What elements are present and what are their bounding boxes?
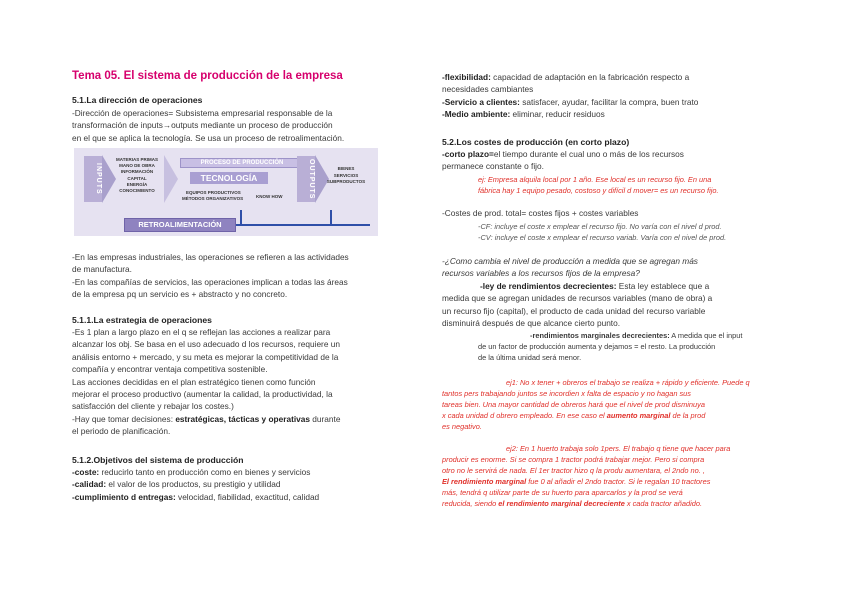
text-line: tareas bien. Una mayor cantidad de obreros hará que el nivel de prod disminuya bbox=[442, 400, 705, 409]
text-line: ej: Empresa alquila local por 1 año. Ese local es un recurso fijo. En una bbox=[478, 175, 712, 184]
text-line: análisis entorno + mercado, y su meta es mejorar la competitividad de la bbox=[72, 351, 339, 362]
text-line: -En las compañías de servicios, las operaciones implican a todas las áreas bbox=[72, 276, 348, 287]
feedback-line bbox=[240, 210, 242, 224]
text-line: -Dirección de operaciones= Subsistema empresarial responsable de la bbox=[72, 108, 333, 118]
objective-environment: -Medio ambiente: eliminar, reducir residuos bbox=[442, 109, 605, 120]
feedback-line bbox=[234, 224, 370, 226]
input-items bbox=[112, 157, 162, 194]
text-line: fábrica hay 1 equipo pesado, costoso y difícil d mover= es un recurso fijo. bbox=[478, 186, 719, 195]
section-5-1-after bbox=[72, 251, 412, 301]
input-item: CAPITAL bbox=[127, 175, 147, 181]
text-line: -corto plazo=el tiempo durante el cual uno o más de los recursos bbox=[442, 149, 684, 159]
text-line: de manufactura. bbox=[72, 264, 132, 275]
law-diminishing-returns bbox=[442, 280, 782, 330]
feedback-line bbox=[330, 210, 332, 224]
section-heading-5-1-2: 5.1.2.Objetivos del sistema de producción bbox=[72, 455, 244, 465]
text-line: -CF: incluye el coste x emplear el recurso fijo. No varía con el nivel d prod. bbox=[478, 222, 722, 231]
objective-cost: -coste: reducirlo tanto en producción como en bienes y servicios bbox=[72, 467, 311, 477]
output-item: SERVICIOS bbox=[333, 172, 359, 178]
text-line: mejorar el proceso productivo (aumentar la calidad, la productividad, la bbox=[72, 389, 333, 400]
inputs-label: INPUTS bbox=[84, 156, 102, 202]
section-heading-5-1: 5.1.La dirección de operaciones bbox=[72, 95, 203, 105]
text-line: el periodo de planificación. bbox=[72, 426, 171, 437]
production-system-diagram bbox=[74, 148, 378, 236]
question bbox=[442, 255, 782, 280]
text-line: -CV: incluye el coste x emplear el recurso variab. Varía con el nivel de prod. bbox=[478, 233, 727, 242]
section-5-1-text bbox=[72, 107, 412, 144]
text-line: Las acciones decididas en el plan estratégico tienen como función bbox=[72, 376, 316, 387]
text-line: medida que se agregan unidades de recursos variables (mano de obra) a bbox=[442, 293, 713, 304]
example-2 bbox=[442, 443, 787, 509]
text-line: El rendimiento marginal fue 0 al añadir el 2ndo tractor. Si le regalan 10 tractores bbox=[442, 477, 711, 486]
objectives-continued bbox=[442, 71, 782, 121]
objective-flexibility: -flexibilidad: capacidad de adaptación en la fabricación respecto a bbox=[442, 72, 690, 82]
decision-line: -Hay que tomar decisiones: estratégicas, tácticas y operativas durante bbox=[72, 413, 341, 424]
input-item: CONOCIMIENTO bbox=[119, 188, 155, 194]
process-arrow-icon bbox=[164, 155, 178, 203]
input-item: INFORMACIÓN bbox=[120, 169, 154, 175]
section-heading-5-2: 5.2.Los costes de producción (en corto plazo) bbox=[442, 137, 630, 147]
text-line: es negativo. bbox=[442, 422, 482, 431]
text-line: de la última unidad será menor. bbox=[478, 353, 582, 362]
text-line: de la empresa pq un servicio es + abstracto y no concreto. bbox=[72, 289, 288, 300]
total-cost-line: -Costes de prod. total= costes fijos + costes variables bbox=[442, 208, 639, 218]
text-line: producir es enorme. Si se compra 1 tractor podrá trabajar mejor. Pero si compra bbox=[442, 455, 705, 464]
text-line: -ley de rendimientos decrecientes: Esta ley establece que a bbox=[480, 281, 710, 291]
page-title: Tema 05. El sistema de producción de la empresa bbox=[72, 70, 343, 82]
text-line: otro no le servirá de nada. El 1er tractor hizo q la produ aumentara, el 2ndo no. , bbox=[442, 466, 705, 475]
process-box: PROCESO DE PRODUCCIÓN bbox=[180, 158, 304, 168]
text-line: recursos variables a los recursos fijos de la empresa? bbox=[442, 268, 640, 279]
text-line: permanece constante o fijo. bbox=[442, 161, 544, 172]
equipment-label: EQUIPOS PRODUCTIVOS bbox=[186, 190, 241, 195]
marginal-returns bbox=[478, 330, 788, 363]
outputs-label: OUTPUTS bbox=[297, 156, 315, 202]
knowhow-label: KNOW HOW bbox=[256, 194, 283, 199]
text-line: de un factor de producción aumenta y dejamos = el resto. La producción bbox=[478, 342, 716, 351]
text-line: -rendimientos marginales decrecientes: A medida que el input bbox=[530, 331, 743, 340]
short-term-definition bbox=[442, 148, 782, 173]
objective-service: -Servicio a clientes: satisfacer, ayudar, facilitar la compra, buen trato bbox=[442, 96, 699, 107]
methods-label: MÉTODOS ORGANIZATIVOS bbox=[182, 196, 244, 201]
text-line: ej2: En 1 huerto trabaja solo 1pers. El trabajo q tiene que hacer para bbox=[506, 444, 731, 453]
output-item: SUBPRODUCTOS bbox=[326, 179, 366, 184]
input-item: ENERGÍA bbox=[126, 181, 148, 187]
text-line: reducida, siendo el rendimiento marginal decreciente x cada tractor añadido. bbox=[442, 499, 703, 508]
text-line: ej1: No x tener + obreros el trabajo se realiza + rápido y eficiente. Puede q bbox=[506, 378, 750, 387]
objective-delivery: -cumplimiento d entregas: velocidad, fiabilidad, exactitud, calidad bbox=[72, 491, 320, 502]
feedback-box: RETROALIMENTACIÓN bbox=[124, 218, 236, 232]
text-line: -¿Como cambia el nivel de producción a medida que se agregan más bbox=[442, 256, 698, 266]
section-5-1-1-text bbox=[72, 326, 412, 438]
text-line: transformación de inputs→outputs mediante un proceso de producción bbox=[72, 120, 333, 131]
input-item: MATERIAS PRIMAS bbox=[116, 157, 158, 162]
text-line: necesidades cambiantes bbox=[442, 84, 534, 95]
text-line: compañía y encontrar ventaja competitiva sostenible. bbox=[72, 364, 268, 375]
output-items bbox=[320, 166, 372, 186]
text-line: x cada unidad d obrero empleado. En ese caso el aumento marginal de la prod bbox=[442, 411, 706, 420]
text-line: alcanzar los obj. Se basa en el uso adecuado d los recursos, requiere un bbox=[72, 339, 340, 350]
text-line: más, tendrá q utilizar parte de su huerto para aparcarlos y la prod se verá bbox=[442, 488, 683, 497]
text-line: satisfacción del cliente y rebajar los costes.) bbox=[72, 401, 234, 412]
example-fixed-resource bbox=[478, 174, 788, 196]
input-item: MANO DE OBRA bbox=[119, 163, 155, 169]
text-line: disminuirá después de que alcance cierto punto. bbox=[442, 318, 621, 329]
cost-definitions bbox=[478, 221, 788, 243]
text-line: tantos pers trabajando juntos se incordien x falta de espacio y no hagan sus bbox=[442, 389, 691, 398]
objective-quality: -calidad: el valor de los productos, su prestigio y utilidad bbox=[72, 479, 281, 490]
objectives-list bbox=[72, 466, 412, 503]
output-item: BIENES bbox=[337, 166, 355, 171]
text-line: en el que se aplica la tecnología. Se usa un proceso de retroalimentación. bbox=[72, 132, 345, 143]
technology-box: TECNOLOGÍA bbox=[190, 172, 268, 184]
text-line: -En las empresas industriales, las operaciones se refieren a las actividades bbox=[72, 252, 349, 262]
text-line: un recurso fijo (capital), el producto de cada unidad del recurso variable bbox=[442, 305, 706, 316]
example-1 bbox=[442, 377, 787, 432]
section-heading-5-1-1: 5.1.1.La estrategia de operaciones bbox=[72, 315, 212, 325]
text-line: -Es 1 plan a largo plazo en el q se reflejan las acciones a realizar para bbox=[72, 327, 331, 337]
